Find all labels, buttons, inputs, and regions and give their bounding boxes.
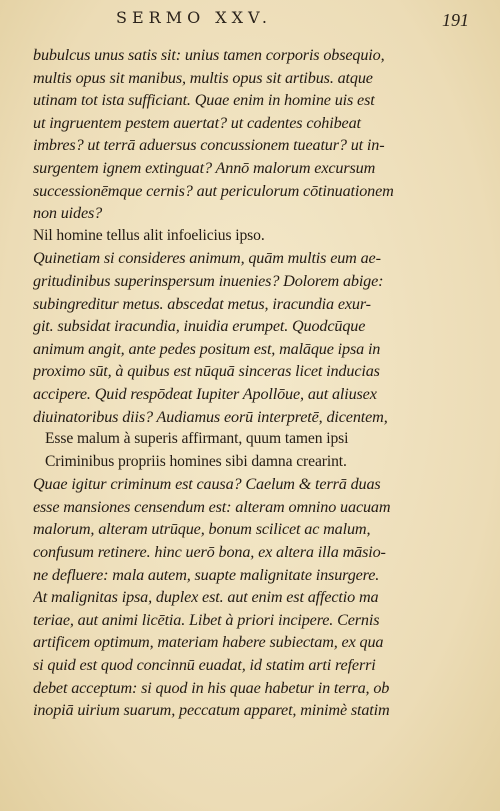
text-line: Esse malum à superis affirmant, quum tamen ipsi <box>45 430 349 448</box>
text-line: successionēmque cernis? aut periculorum cōtinuationem <box>33 181 394 200</box>
running-header: SERMO XXV. <box>116 8 272 27</box>
text-line: ne defluere: mala autem, suapte malignitate insurgere. <box>33 565 380 584</box>
text-line: artificem optimum, materiam habere subiectam, ex qua <box>33 633 384 652</box>
text-line: surgentem ignem extinguat? Annō malorum excursum <box>33 158 376 177</box>
text-body <box>33 44 465 722</box>
text-line: proximo sūt, à quibus est nūquā sinceras licet inducias <box>33 362 380 381</box>
text-line: inopiā uirium suarum, peccatum apparet, minimè statim <box>33 701 390 720</box>
text-line: debet acceptum: si quod in his quae habetur in terra, ob <box>33 678 390 697</box>
text-line: animum angit, ante pedes positum est, malāque ipsa in <box>33 339 381 358</box>
text-line: teriae, aut animi licētia. Libet à priori incipere. Cernis <box>33 610 380 629</box>
text-line: subingreditur metus. abscedat metus, iracundia exur- <box>33 294 371 313</box>
text-line: non uides? <box>33 204 103 223</box>
text-line: multis opus sit manibus, multis opus sit artibus. atque <box>33 68 373 87</box>
text-line: gritudinibus superinspersum inuenies? Dolorem abige: <box>33 271 384 290</box>
text-line: Nil homine tellus alit infoelicius ipso. <box>33 226 265 244</box>
text-line: bubulcus unus satis sit: unius tamen corporis obsequio, <box>33 46 385 64</box>
text-line: Quinetiam si consideres animum, quām multis eum ae- <box>33 249 381 268</box>
text-line: accipere. Quid respōdeat Iupiter Apollōue, aut aliusex <box>33 384 377 403</box>
text-line: At malignitas ipsa, duplex est. aut enim est affectio ma <box>33 588 379 607</box>
text-line: diuinatoribus diis? Audiamus eorū interpretē, dicentem, <box>33 407 388 426</box>
text-line: malorum, alteram utrūque, bonum scilicet ac malum, <box>33 520 371 539</box>
text-line: si quid est quod concinnū euadat, id statim arti referri <box>33 656 376 675</box>
page-number: 191 <box>442 10 469 30</box>
text-line: confusum retinere. hinc uerō bona, ex altera illa māsio- <box>33 543 386 562</box>
text-line: Quae igitur criminum est causa? Caelum & terrā duas <box>33 475 381 494</box>
text-line: utinam tot ista sufficiant. Quae enim in homine uis est <box>33 91 375 110</box>
text-line: ut ingruentem pestem auertat? ut cadentes cohibeat <box>33 113 361 132</box>
text-line: imbres? ut terrā aduersus concussionem tueatur? ut in- <box>33 136 385 155</box>
text-line: Criminibus propriis homines sibi damna crearint. <box>45 452 347 470</box>
text-line: esse mansiones censendum est: alteram omnino uacuam <box>33 497 391 516</box>
text-line: git. subsidat iracundia, inuidia erumpet. Quodcūque <box>33 317 366 336</box>
